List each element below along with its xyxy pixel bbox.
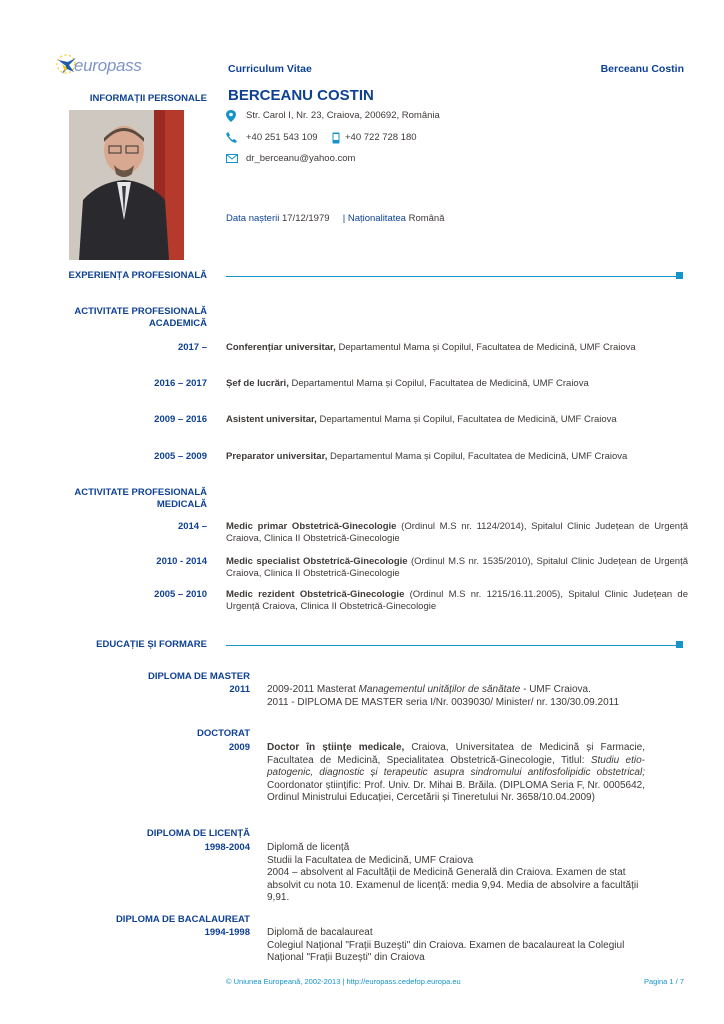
doctorat-date: 2009 (228, 742, 250, 753)
location-icon (226, 110, 236, 122)
academic-label-line2: ACADEMICĂ (148, 318, 207, 329)
medical-label-line1: ACTIVITATE PROFESIONALĂ (74, 487, 207, 498)
education-section-label: EDUCAȚIE ȘI FORMARE (96, 639, 207, 650)
academic-entry-1 (226, 342, 688, 354)
birth-nationality-row (226, 213, 445, 225)
academic-role-1: Conferențiar universitar, (226, 342, 336, 353)
nationality-value: Română (408, 213, 445, 224)
medical-detail-1: (Ordinul M.S nr. 1124/2014), Spitalul Clinic Județean de Urgență Craiova, Clinica II Obstetrică-Ginecologie (226, 521, 688, 544)
medical-date-1: 2014 – (177, 521, 207, 532)
academic-date-4: 2005 – 2009 (154, 451, 207, 462)
birth-value: 17/12/1979 (281, 213, 330, 224)
experience-divider (226, 276, 676, 277)
address-text: Str. Carol I, Nr. 23, Craiova, 200692, România (246, 110, 440, 121)
medical-detail-3: (Ordinul M.S nr. 1215/16.11.2005), Spitalul Clinic Județean de Urgență Craiova, Clinica II Obstetrică-Ginecologie (226, 589, 688, 612)
profile-photo (69, 110, 184, 260)
medical-date-3: 2005 – 2010 (154, 589, 207, 600)
candidate-name: BERCEANU COSTIN (228, 87, 374, 104)
master-date: 2011 (229, 684, 250, 695)
academic-role-3: Asistent universitar, (226, 414, 317, 425)
bac-label: DIPLOMA DE BACALAUREAT (115, 914, 250, 925)
master-entry (267, 684, 645, 709)
doctorat-entry: Doctor în științe medicale, Craiova, Universitatea de Medicină și Farmacie, Facultatea de Medicină, Specialitatea Obstetrică-Ginecologie, Titlul: Studiu etio-patogenic, diagnostic și terapeutic asupra sindromului antifosfolipidic obstetrical; Coordonator științific: Prof. Univ. Dr. Mihai B. Brăila. (DIPLOMA Seria F, Nr. 0005642, Ordinul Ministrului Educației, Cercetării și Tineretului Nr. 3658/10.04.2009) (267, 742, 645, 803)
experience-divider-marker (676, 272, 683, 279)
email-icon (226, 154, 238, 163)
doc-title: Curriculum Vitae (228, 63, 312, 75)
academic-date-2: 2016 – 2017 (154, 378, 207, 389)
doctorat-label: DOCTORAT (197, 728, 250, 739)
master-line1: 2009-2011 Masterat Managementul unităților de sănătate - UMF Craiova. (267, 684, 591, 695)
footer-page-number: Pagina 1 / 7 (643, 977, 684, 986)
academic-role-2: Șef de lucrări, (226, 378, 289, 389)
doctorat-thesis: Studiu etio-patogenic, diagnostic și terapeutic asupra sindromului antifosfolipidic obstetrical; (267, 754, 645, 778)
academic-date-3: 2009 – 2016 (154, 414, 207, 425)
nationality-label: | Naționalitatea (342, 213, 406, 224)
academic-detail-4: Departamentul Mama și Copilul, Facultatea de Medicină, UMF Craiova (327, 451, 628, 462)
medical-entry-3 (226, 589, 688, 613)
medical-detail-2: (Ordinul M.S nr. 1535/2010), Spitalul Clinic Județean de Urgență Craiova, Clinica II Obstetrică-Ginecologie (226, 556, 688, 579)
academic-entry-3 (226, 414, 688, 426)
phone-icon (226, 132, 237, 143)
licenta-date: 1998-2004 (204, 842, 250, 853)
master-program: Managementul unităților de sănătate (358, 684, 521, 695)
education-divider-marker (676, 641, 683, 648)
medical-role-2: Medic specialist Obstetrică-Ginecologie (226, 556, 408, 567)
academic-label-line1: ACTIVITATE PROFESIONALĂ (74, 306, 207, 317)
europass-logo (52, 52, 162, 80)
footer-copyright[interactable]: © Uniunea Europeană, 2002-2013 | http://europass.cedefop.europa.eu (226, 977, 461, 986)
medical-entry-1 (226, 521, 688, 545)
licenta-line2: Studii la Facultatea de Medicină, UMF Craiova (267, 854, 474, 866)
phone-text[interactable]: +40 251 543 109 (246, 132, 318, 143)
licenta-entry (267, 842, 645, 905)
medical-role-1: Medic primar Obstetrică-Ginecologie (226, 521, 397, 532)
doctorat-title: Doctor în științe medicale, (267, 742, 405, 753)
academic-detail-1: Departamentul Mama și Copilul, Facultatea de Medicină, UMF Craiova (335, 342, 636, 353)
academic-label (74, 306, 207, 330)
academic-role-4: Preparator universitar, (226, 451, 328, 462)
bac-date: 1994-1998 (204, 927, 250, 938)
email-link[interactable]: dr_berceanu@yahoo.com (246, 153, 356, 164)
medical-label (74, 487, 207, 511)
master-label: DIPLOMA DE MASTER (147, 671, 250, 682)
licenta-line3: 2004 – absolvent al Facultății de Medicină Generală din Craiova. Examen de stat absolvit cu nota 10. Examenul de licență: media 9,94. Media de absolvire a facultății 9,91. (267, 867, 639, 903)
academic-detail-2: Departamentul Mama și Copilul, Facultatea de Medicină, UMF Craiova (288, 378, 589, 389)
bac-line1: Diplomă de bacalaureat (267, 927, 373, 938)
medical-date-2: 2010 - 2014 (156, 556, 207, 567)
personal-info-label: INFORMAȚII PERSONALE (89, 93, 207, 104)
academic-date-1: 2017 – (177, 342, 207, 353)
medical-entry-2 (226, 556, 688, 580)
medical-label-line2: MEDICALĂ (156, 499, 207, 510)
medical-role-3: Medic rezident Obstetrică-Ginecologie (226, 589, 405, 600)
logo-text: europass (74, 56, 142, 75)
licenta-label: DIPLOMA DE LICENȚĂ (146, 828, 250, 839)
master-line2: 2011 - DIPLOMA DE MASTER seria I/Nr. 0039030/ Minister/ nr. 130/30.09.2011 (267, 696, 620, 708)
bac-entry (267, 927, 645, 965)
education-divider (226, 645, 676, 646)
experience-section-label: EXPERIENȚA PROFESIONALĂ (68, 270, 207, 281)
licenta-line1: Diplomă de licență (267, 842, 350, 853)
academic-entry-2 (226, 378, 688, 390)
mobile-text[interactable]: +40 722 728 180 (345, 132, 417, 143)
birth-label: Data nașterii (226, 213, 280, 224)
academic-entry-4 (226, 451, 688, 463)
mobile-icon (332, 132, 340, 144)
bac-line2: Colegiul Național "Frații Buzești" din Craiova. Examen de bacalaureat la Colegiul Național "Frații Buzești" din Craiova (267, 939, 625, 963)
academic-detail-3: Departamentul Mama și Copilul, Facultatea de Medicină, UMF Craiova (316, 414, 617, 425)
header-name: Berceanu Costin (600, 63, 684, 75)
